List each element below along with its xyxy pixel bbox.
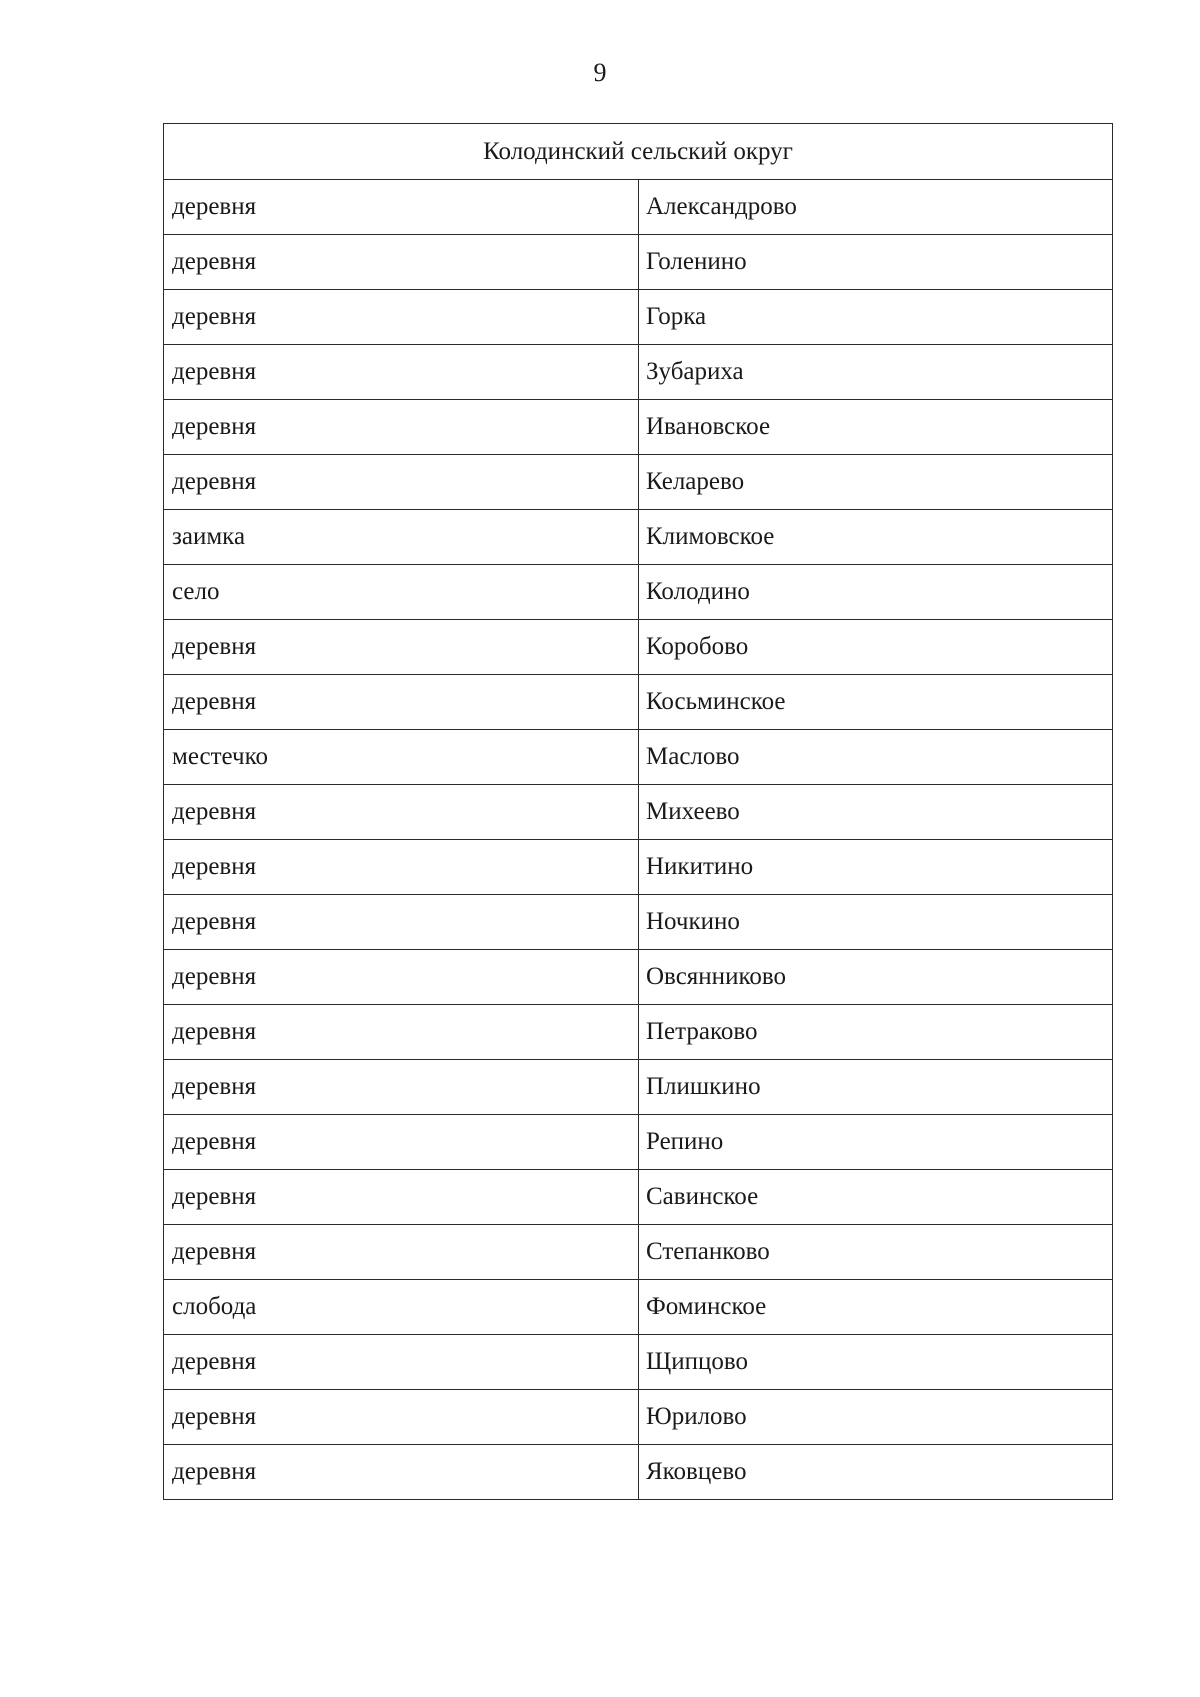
settlement-name-cell: Щипцово — [639, 1335, 1113, 1390]
settlement-name-cell: Горка — [639, 290, 1113, 345]
settlement-type-cell: деревня — [164, 345, 639, 400]
settlement-name-cell: Никитино — [639, 840, 1113, 895]
table-row — [164, 1115, 1113, 1170]
settlement-type-cell: деревня — [164, 895, 639, 950]
table-row — [164, 290, 1113, 345]
settlement-name-cell: Коробово — [639, 620, 1113, 675]
settlement-name-cell: Маслово — [639, 730, 1113, 785]
settlement-type-cell: деревня — [164, 785, 639, 840]
page-number: 9 — [593, 58, 607, 87]
settlement-type-cell: деревня — [164, 1115, 639, 1170]
settlement-name-cell: Петраково — [639, 1005, 1113, 1060]
table-row — [164, 1445, 1113, 1500]
table-body — [164, 180, 1113, 1500]
settlement-type-cell: деревня — [164, 1225, 639, 1280]
settlement-type-cell: деревня — [164, 1390, 639, 1445]
settlement-type-cell: деревня — [164, 1170, 639, 1225]
settlement-type-cell: деревня — [164, 950, 639, 1005]
settlement-type-cell: деревня — [164, 840, 639, 895]
settlement-name-cell: Яковцево — [639, 1445, 1113, 1500]
settlement-name-cell: Михеево — [639, 785, 1113, 840]
table-row — [164, 1225, 1113, 1280]
settlement-type-cell: деревня — [164, 400, 639, 455]
table-row — [164, 675, 1113, 730]
table-header-district: Колодинский сельский округ — [164, 124, 1113, 180]
settlement-name-cell: Колодино — [639, 565, 1113, 620]
table-row — [164, 1335, 1113, 1390]
settlement-name-cell: Зубариха — [639, 345, 1113, 400]
settlement-type-cell: деревня — [164, 675, 639, 730]
settlement-type-cell: деревня — [164, 290, 639, 345]
table-row — [164, 1005, 1113, 1060]
settlements-table — [163, 123, 1113, 1500]
settlement-type-cell: деревня — [164, 1005, 639, 1060]
table-row — [164, 1170, 1113, 1225]
table-row — [164, 1060, 1113, 1115]
settlement-type-cell: деревня — [164, 1060, 639, 1115]
table-row — [164, 400, 1113, 455]
settlement-name-cell: Юрилово — [639, 1390, 1113, 1445]
settlement-name-cell: Плишкино — [639, 1060, 1113, 1115]
settlement-name-cell: Косьминское — [639, 675, 1113, 730]
settlement-name-cell: Овсянниково — [639, 950, 1113, 1005]
table-row — [164, 950, 1113, 1005]
settlement-type-cell: деревня — [164, 180, 639, 235]
table-row — [164, 235, 1113, 290]
table-row — [164, 565, 1113, 620]
table-row — [164, 1280, 1113, 1335]
settlement-name-cell: Фоминское — [639, 1280, 1113, 1335]
settlement-type-cell: деревня — [164, 620, 639, 675]
table-row — [164, 345, 1113, 400]
settlement-name-cell: Голенино — [639, 235, 1113, 290]
table-row — [164, 455, 1113, 510]
settlement-name-cell: Репино — [639, 1115, 1113, 1170]
settlement-name-cell: Ивановское — [639, 400, 1113, 455]
table-row — [164, 510, 1113, 565]
table-row — [164, 1390, 1113, 1445]
table-header-row — [164, 124, 1113, 180]
table-row — [164, 895, 1113, 950]
settlement-type-cell: деревня — [164, 455, 639, 510]
settlement-name-cell: Степанково — [639, 1225, 1113, 1280]
settlement-type-cell: деревня — [164, 235, 639, 290]
settlement-name-cell: Савинское — [639, 1170, 1113, 1225]
settlement-type-cell: местечко — [164, 730, 639, 785]
settlement-name-cell: Климовское — [639, 510, 1113, 565]
settlement-type-cell: деревня — [164, 1335, 639, 1390]
table-row — [164, 620, 1113, 675]
settlement-type-cell: слобода — [164, 1280, 639, 1335]
settlement-name-cell: Александрово — [639, 180, 1113, 235]
table-row — [164, 180, 1113, 235]
settlement-name-cell: Ночкино — [639, 895, 1113, 950]
settlement-type-cell: заимка — [164, 510, 639, 565]
settlement-name-cell: Келарево — [639, 455, 1113, 510]
table-row — [164, 730, 1113, 785]
table-row — [164, 785, 1113, 840]
settlement-type-cell: деревня — [164, 1445, 639, 1500]
settlement-type-cell: село — [164, 565, 639, 620]
table-row — [164, 840, 1113, 895]
